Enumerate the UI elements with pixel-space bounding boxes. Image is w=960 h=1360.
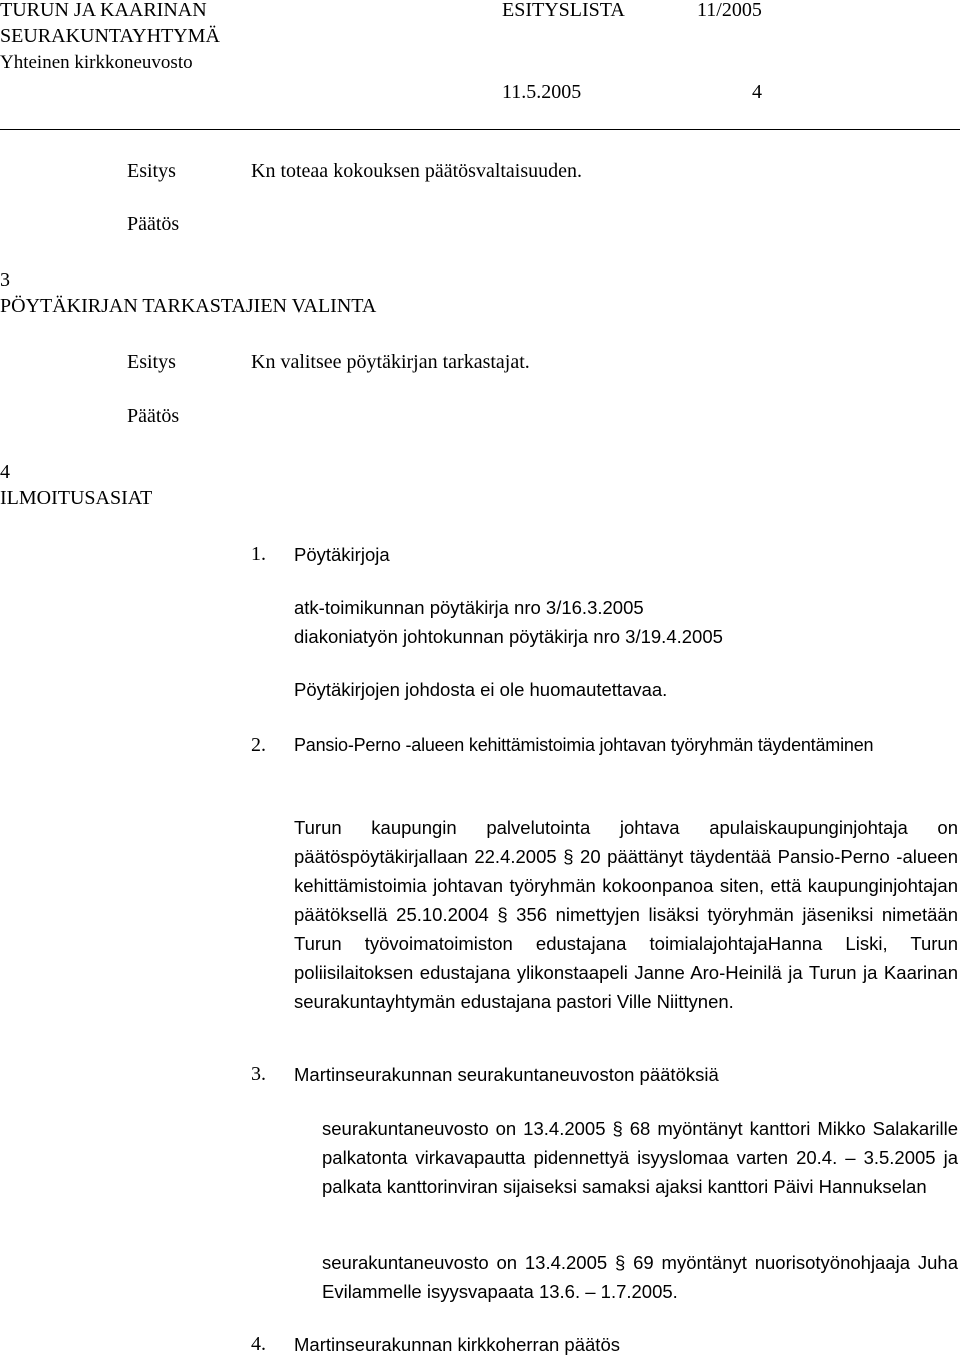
subitem-title: Martinseurakunnan seurakuntaneuvoston päätöksiä [294,1064,719,1085]
subitem-number: 2. [251,734,266,756]
subitem-title: Martinseurakunnan kirkkoherran päätös [294,1334,620,1355]
page-number: 4 [752,81,762,103]
org-subname: SEURAKUNTAYHTYMÄ [0,25,220,47]
esitys-label: Esitys [127,351,176,373]
board-name: Yhteinen kirkkoneuvosto [0,52,193,73]
meeting-date: 11.5.2005 [502,81,582,103]
document-type: ESITYSLISTA [502,0,625,21]
subitem-title: Pöytäkirjoja [294,544,390,565]
decision-paragraph: seurakuntaneuvosto on 13.4.2005 § 68 myöntänyt kanttori Mikko Salakarille palkatonta virkavapautta pidennettyä isyyslomaa varten 20.4. – 3.5.2005 ja palkata kanttorinviran sijaiseksi samaksi ajaksi kanttori Päivi Hannukselan [322,1118,958,1197]
decision-paragraph: seurakuntaneuvosto on 13.4.2005 § 69 myöntänyt nuorisotyönohjaaja Juha Evilammelle isyysvapaata 13.6. – 1.7.2005. [322,1252,958,1302]
esitys-text: Kn toteaa kokouksen päätösvaltaisuuden. [251,160,583,182]
subitem-body: Turun kaupungin palvelutointa johtava apulaiskaupunginjohtaja on päätöspöytäkirjallaan 22.4.2005 § 20 päättänyt täydentää Pansio-Perno -alueen kehittämistoimia johtavan työryhmän kokoonpanoa siten, että kaupunginjohtajan päätöksellä 25.10.2004 § 356 nimettyjen lisäksi työryhmän jäseniksi nimetään Turun työvoimatoimiston edustajana toimialajohtajaHanna Liski, Turun poliisilaitoksen edustajana ylikonstaapeli Janne Aro-Heinilä ja Turun ja Kaarinan seurakuntayhtymän edustajana pastori Ville Niittynen. [294,817,958,1012]
paatos-label: Päätös [127,213,180,235]
subitem-number: 3. [251,1063,266,1085]
minutes-entry: diakoniatyön johtokunnan pöytäkirja nro 3/19.4.2005 [294,626,723,647]
header-divider [0,129,960,130]
item-number: 4 [0,461,10,483]
subitem-title: Pansio-Perno -alueen kehittämistoimia johtavan työryhmän täydentäminen [294,735,874,755]
item-number: 3 [0,269,10,291]
item-title: ILMOITUSASIAT [0,487,153,509]
subitem-number: 4. [251,1333,266,1355]
subitem-number: 1. [251,543,266,565]
org-name: TURUN JA KAARINAN [0,0,207,21]
minutes-note: Pöytäkirjojen johdosta ei ole huomautettavaa. [294,679,668,700]
minutes-entry: atk-toimikunnan pöytäkirja nro 3/16.3.2005 [294,597,644,618]
document-number: 11/2005 [697,0,762,21]
esitys-text: Kn valitsee pöytäkirjan tarkastajat. [251,351,530,373]
item-title: PÖYTÄKIRJAN TARKASTAJIEN VALINTA [0,295,377,317]
esitys-label: Esitys [127,160,176,182]
paatos-label: Päätös [127,405,180,427]
